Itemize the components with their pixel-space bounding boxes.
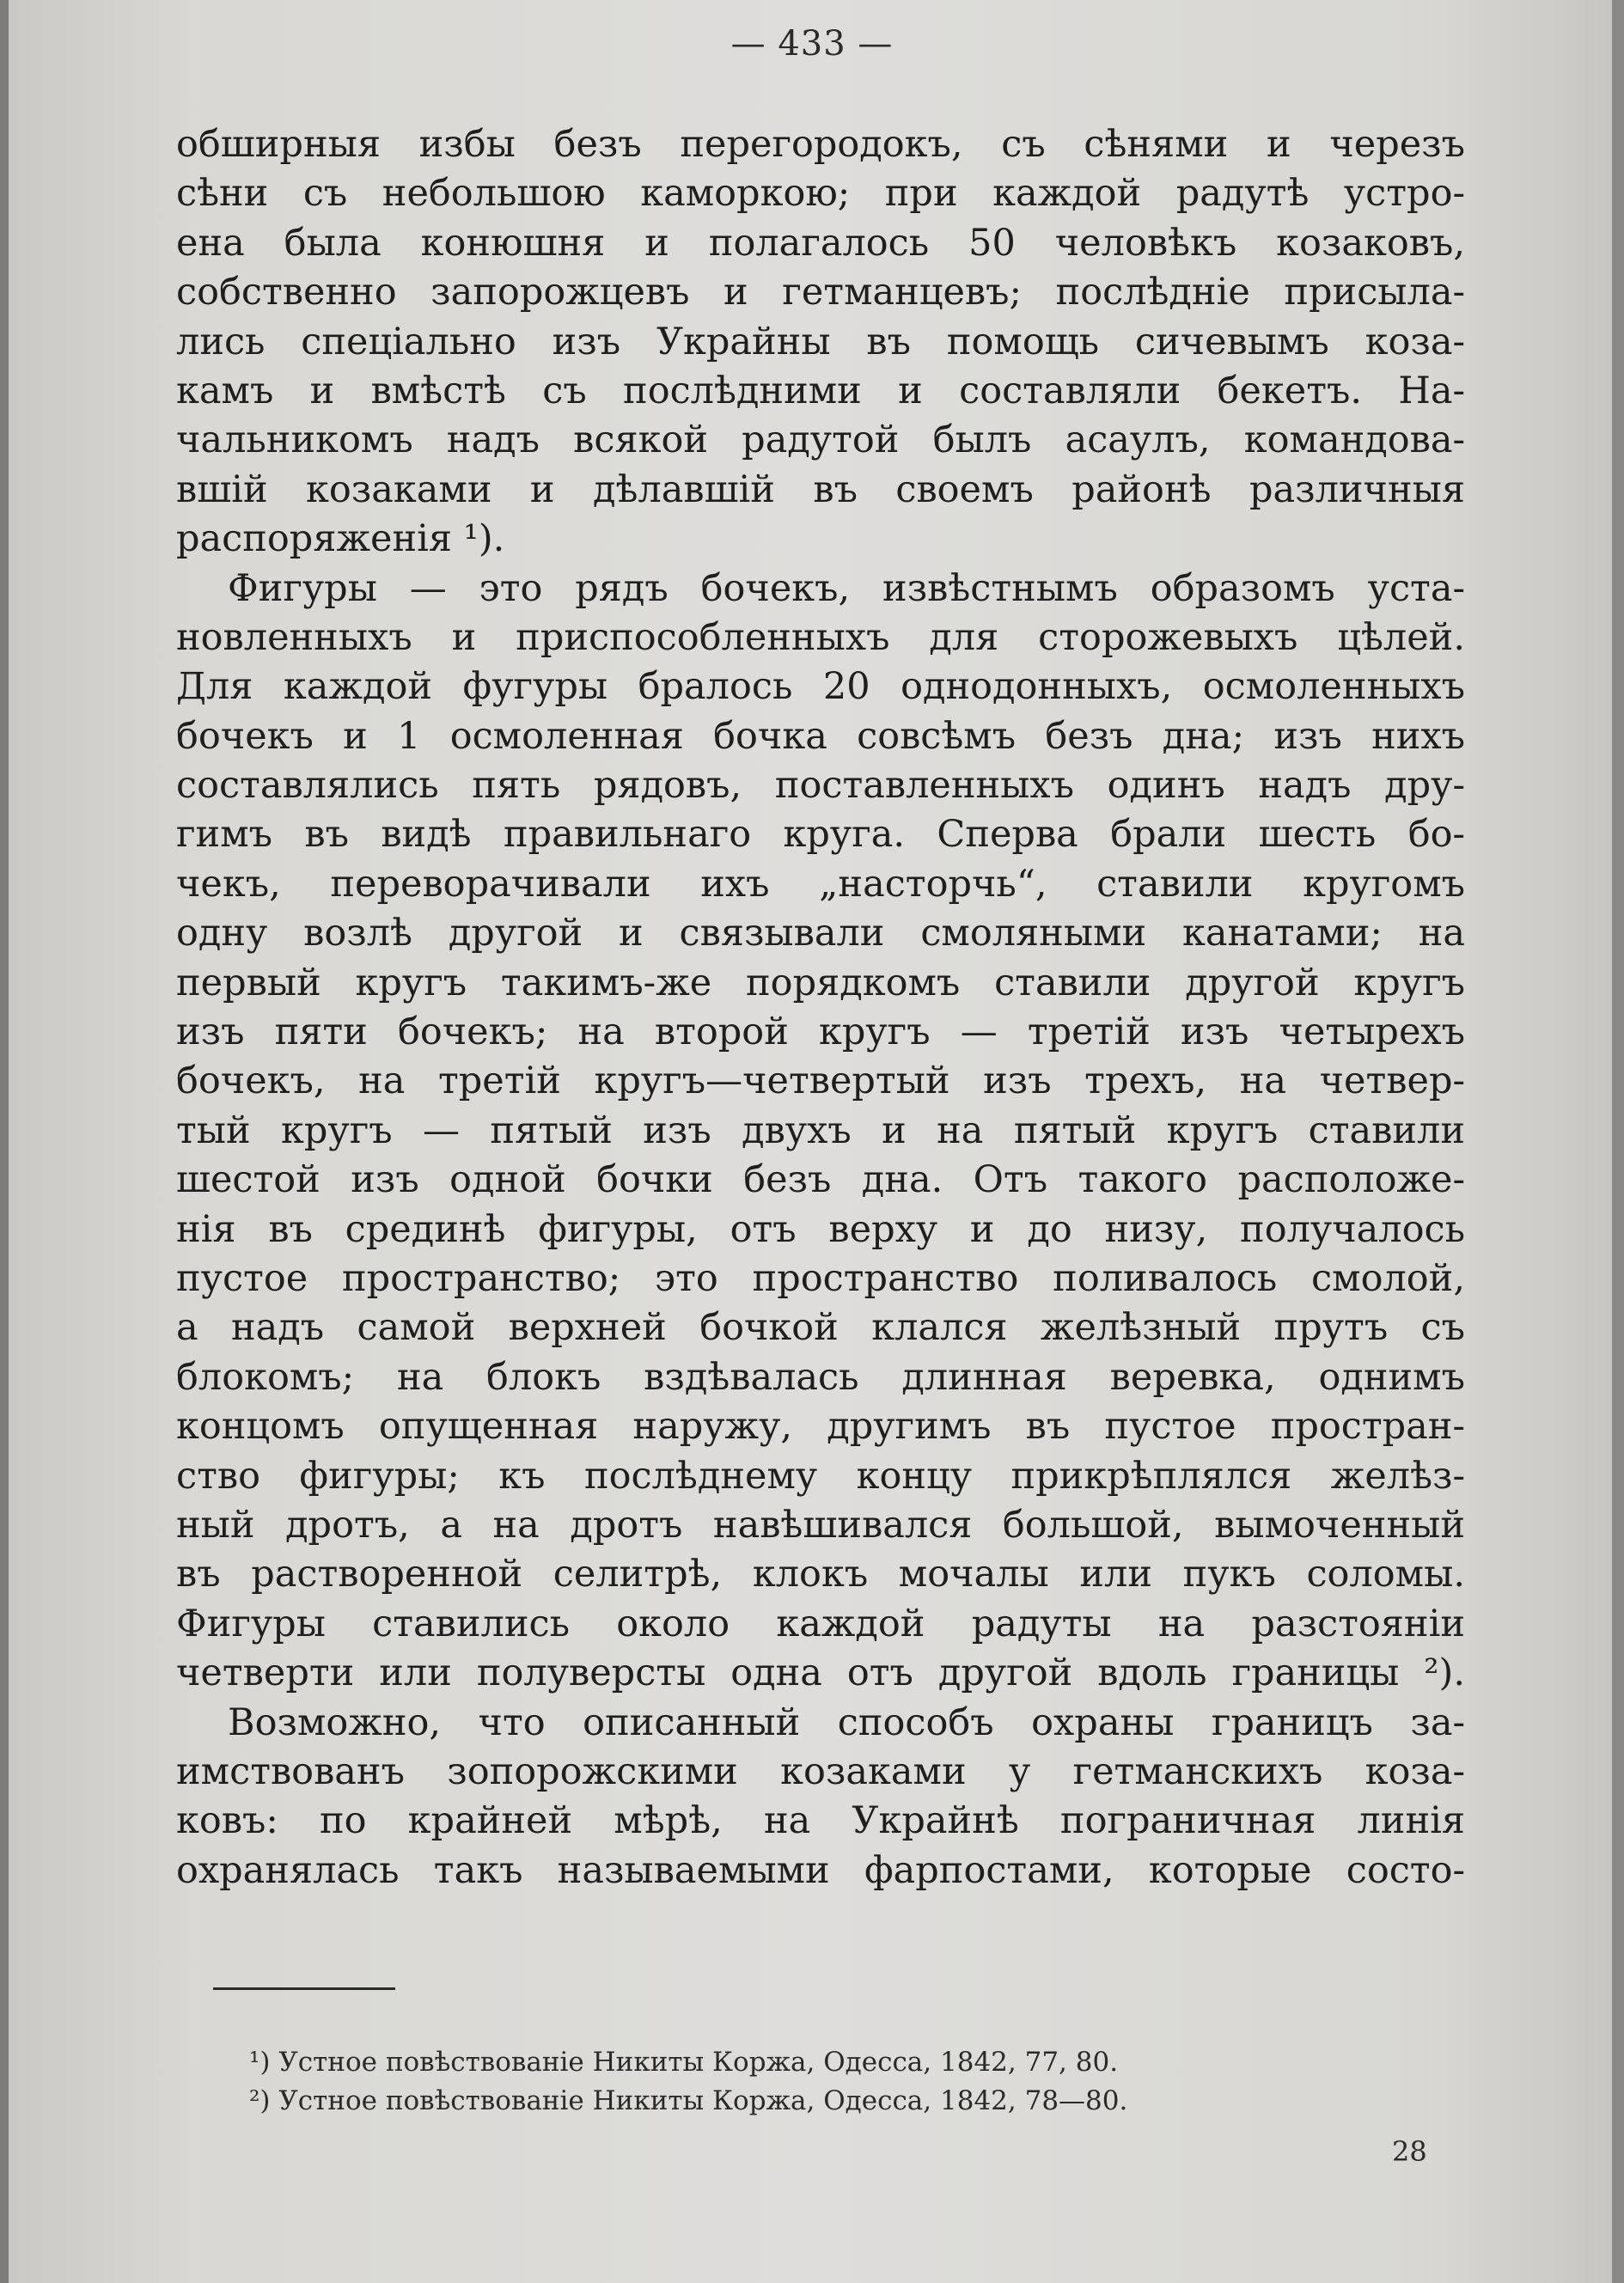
text-line: собственно запорожцевъ и гетманцевъ; послѣдніе присыла- [176, 271, 1465, 314]
text-line: одну возлѣ другой и связывали смоляными канатами; на [176, 912, 1465, 955]
text-line: чекъ, переворачивали ихъ „насторчь“, ставили кругомъ [176, 862, 1465, 906]
text-line: составлялись пять рядовъ, поставленныхъ одинъ надъ дру- [176, 764, 1465, 808]
text-line: гимъ въ видѣ правильнаго круга. Сперва брали шесть бо- [176, 813, 1465, 857]
text-line: ный дротъ, а на дротъ навѣшивался большой, вымоченный [176, 1503, 1465, 1547]
footnotes [249, 2043, 1127, 2121]
text-line: лись спеціально изъ Украйны въ помощь сичевымъ коза- [176, 320, 1465, 363]
footnote-divider [213, 1987, 395, 1990]
text-line: ковъ: по крайней мѣрѣ, на Украйнѣ пограничная линія [176, 1799, 1465, 1843]
text-line: а надъ самой верхней бочкой клался желѣзный прутъ съ [176, 1306, 1465, 1350]
text-line: ство фигуры; къ послѣднему концу прикрѣплялся желѣз- [176, 1454, 1465, 1498]
body-text [176, 120, 1465, 1895]
text-line: вшій козаками и дѣлавшій въ своемъ районѣ различныя [176, 467, 1465, 511]
text-line: Для каждой фугуры бралось 20 однодонныхъ, осмоленныхъ [176, 665, 1465, 709]
page-left-edge [0, 0, 9, 2283]
text-line: нія въ срединѣ фигуры, отъ верху и до низу, получалось [176, 1207, 1465, 1251]
signature-mark: 28 [1392, 2135, 1427, 2168]
text-line: въ растворенной селитрѣ, клокъ мочалы или пукъ соломы. [176, 1553, 1465, 1596]
text-line: Фигуры — это рядъ бочекъ, извѣстнымъ образомъ уста- [228, 566, 1465, 610]
text-line: концомъ опущенная наружу, другимъ въ пустое простран- [176, 1405, 1465, 1449]
footnote: ¹) Устное повѣствованіе Никиты Коржа, Одесса, 1842, 77, 80. [249, 2047, 1119, 2078]
text-line: тый кругъ — пятый изъ двухъ и на пятый кругъ ставили [176, 1108, 1465, 1152]
text-line: чальникомъ надъ всякой радутой былъ асаулъ, командова- [176, 418, 1465, 462]
text-line: охранялась такъ называемыми фарпостами, которые состо- [176, 1848, 1465, 1892]
text-line: четверти или полуверсты одна отъ другой вдоль границы ²). [176, 1651, 1465, 1695]
text-line: новленныхъ и приспособленныхъ для сторожевыхъ цѣлей. [176, 615, 1465, 659]
text-line: изъ пяти бочекъ; на второй кругъ — третій изъ четырехъ [176, 1010, 1465, 1054]
text-line: ена была конюшня и полагалось 50 человѣкъ козаковъ, [176, 221, 1465, 265]
text-line: пустое пространство; это пространство поливалось смолой, [176, 1256, 1465, 1300]
text-line: блокомъ; на блокъ вздѣвалась длинная веревка, однимъ [176, 1355, 1465, 1399]
text-line: имствованъ зопорожскими козаками у гетманскихъ коза- [176, 1749, 1465, 1793]
text-line: шестой изъ одной бочки безъ дна. Отъ такого расположе- [176, 1158, 1465, 1202]
text-line: первый кругъ такимъ-же порядкомъ ставили другой кругъ [176, 961, 1465, 1004]
text-line: камъ и вмѣстѣ съ послѣдними и составляли бекетъ. На- [176, 369, 1465, 412]
text-line: бочекъ, на третій кругъ—четвертый изъ трехъ, на четвер- [176, 1059, 1465, 1103]
text-line: обширныя избы безъ перегородокъ, съ сѣнями и черезъ [176, 123, 1465, 166]
text-line: Фигуры ставились около каждой радуты на разстояніи [176, 1602, 1465, 1645]
text-line: бочекъ и 1 осмоленная бочка совсѣмъ безъ дна; изъ нихъ [176, 714, 1465, 758]
text-line: распоряженія ¹). [176, 517, 505, 561]
text-line: сѣни съ небольшою каморкою; при каждой радутѣ устро- [176, 172, 1465, 216]
footnote: ²) Устное повѣствованіе Никиты Коржа, Одесса, 1842, 78—80. [249, 2085, 1128, 2116]
page-number: — 433 — [730, 24, 894, 64]
page-right-edge [1612, 0, 1624, 2283]
text-line: Возможно, что описанный способъ охраны границъ за- [228, 1700, 1465, 1744]
